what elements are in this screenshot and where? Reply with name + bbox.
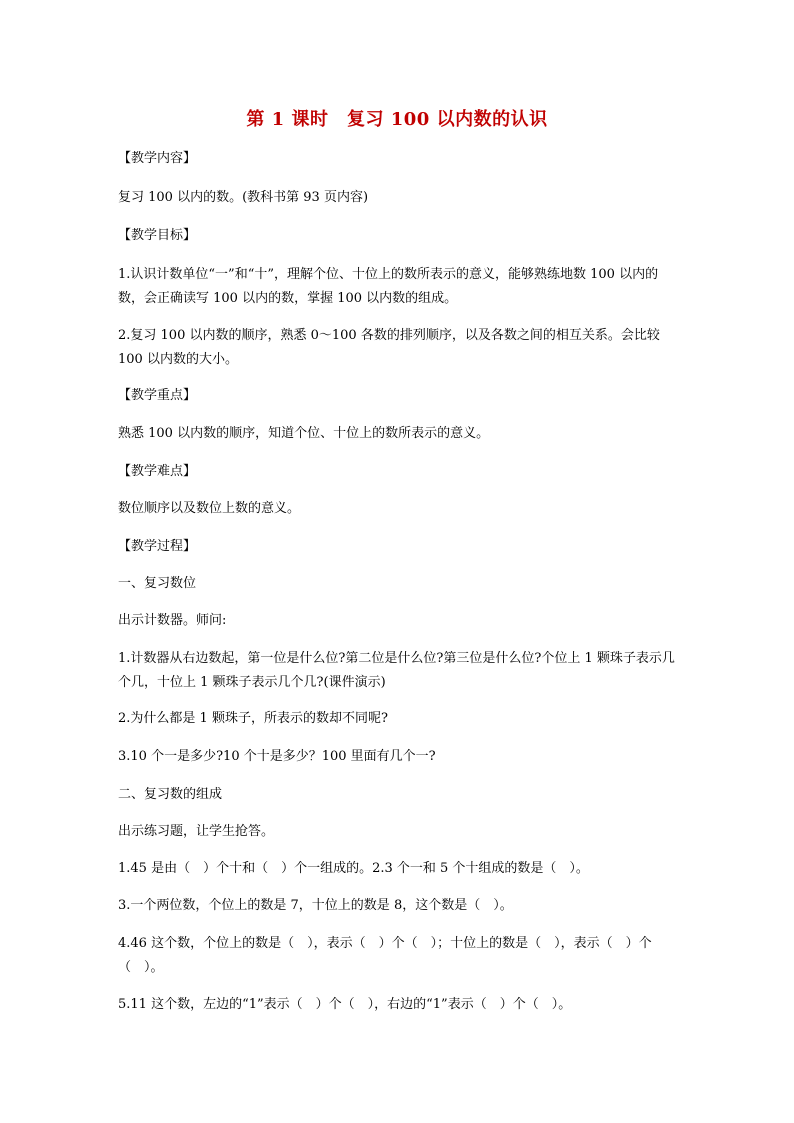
- paragraph-content: 复习 100 以内的数。(教科书第 93 页内容): [118, 190, 369, 205]
- section-heading-content: 【教学内容】: [118, 151, 197, 166]
- paragraph-key-points: 熟悉 100 以内数的顺序，知道个位、十位上的数所表示的意义。: [118, 426, 490, 441]
- question-1: 1.计数器从右边数起，第一位是什么位?第二位是什么位?第三位是什么位?个位上 1 颗珠子表示几个几，十位上 1 颗珠子表示几个几?(课件演示): [118, 651, 675, 690]
- section-heading-objectives: 【教学目标】: [118, 228, 197, 243]
- subsection-review-place: 一、复习数位: [118, 576, 197, 591]
- paragraph-difficulties: 数位顺序以及数位上数的意义。: [118, 501, 301, 516]
- page-title: 第 1 课时 复习 100 以内数的认识: [246, 109, 548, 130]
- section-heading-key-points: 【教学重点】: [118, 388, 197, 403]
- subsection-review-composition: 二、复习数的组成: [118, 787, 223, 802]
- exercise-5: 5.11 这个数，左边的“1”表示（ ）个（ ），右边的“1”表示（ ）个（ ）。: [118, 997, 572, 1012]
- section-heading-process: 【教学过程】: [118, 539, 197, 554]
- exercise-4: 4.46 这个数，个位上的数是（ ），表示（ ）个（ ）；十位上的数是（ ），表示（ ）个（ ）。: [118, 936, 652, 975]
- question-2: 2.为什么都是 1 颗珠子，所表示的数却不同呢?: [118, 711, 388, 726]
- section-heading-difficulties: 【教学难点】: [118, 464, 197, 479]
- exercise-3: 3.一个两位数，个位上的数是 7，十位上的数是 8，这个数是（ ）。: [118, 898, 513, 913]
- exercise-1-2: 1.45 是由（ ）个十和（ ）个一组成的。2.3 个一和 5 个十组成的数是（ ）。: [118, 861, 589, 876]
- question-3: 3.10 个一是多少?10 个十是多少？100 里面有几个一?: [118, 749, 436, 764]
- objective-1: 1.认识计数单位“一”和“十”，理解个位、十位上的数所表示的意义，能够熟练地数 100 以内的数，会正确读写 100 以内的数，掌握 100 以内数的组成。: [118, 267, 659, 306]
- paragraph-exercise-intro: 出示练习题，让学生抢答。: [118, 824, 275, 839]
- objective-2: 2.复习 100 以内数的顺序，熟悉 0～100 各数的排列顺序，以及各数之间的相互关系。会比较 100 以内数的大小。: [118, 328, 664, 367]
- paragraph-show-counter: 出示计数器。师问:: [118, 613, 227, 628]
